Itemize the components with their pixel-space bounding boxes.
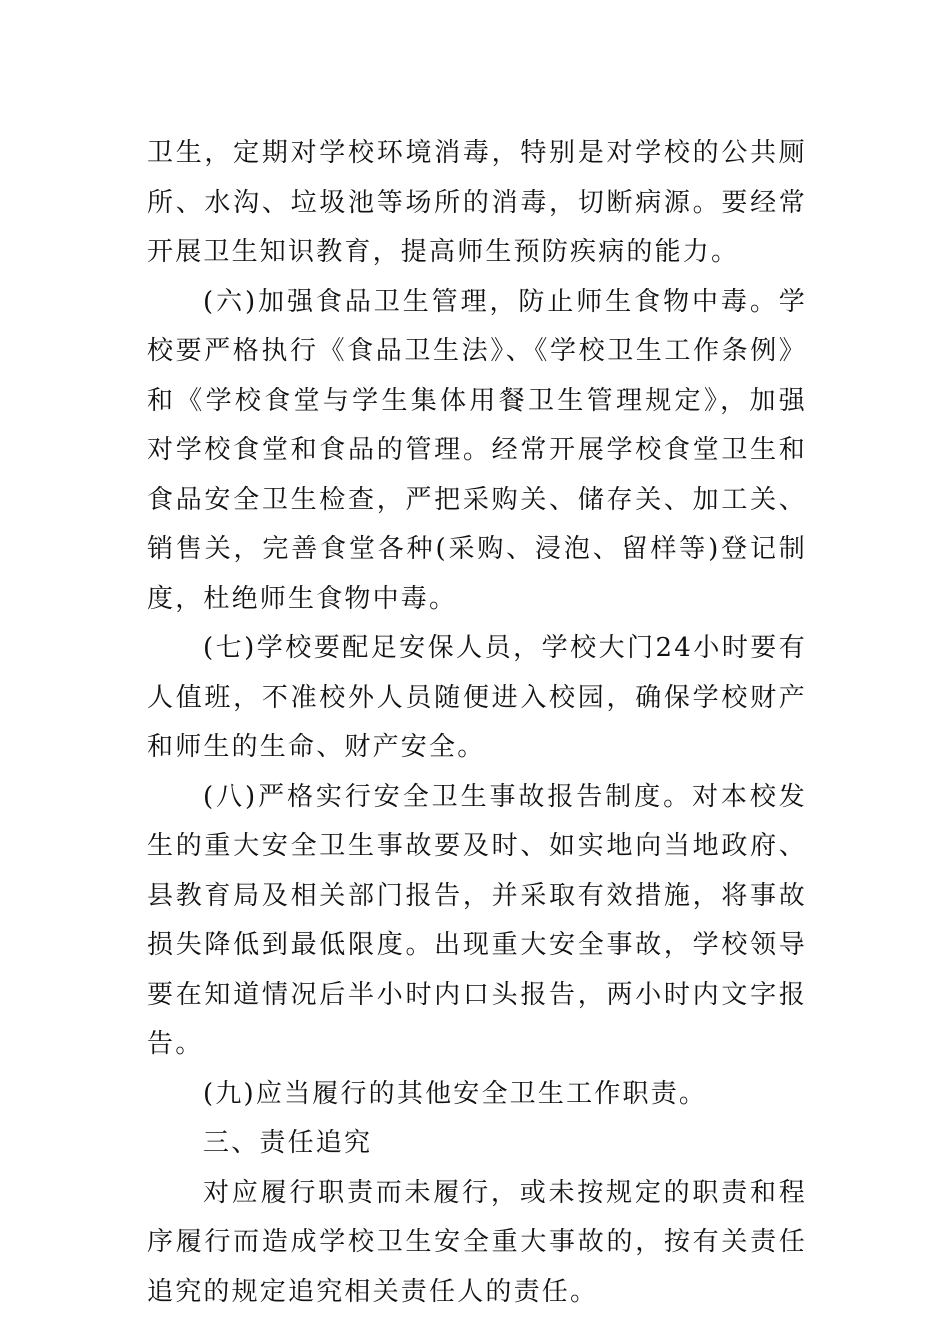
paragraph-accountability: 对应履行职责而未履行，或未按规定的职责和程序履行而造成学校卫生安全重大事故的，按有关责任追究的规定追究相关责任人的责任。 [147, 1177, 807, 1307]
document-body [147, 129, 807, 1317]
paragraph-other-duties: (九)应当履行的其他安全卫生工作职责。 [203, 1078, 708, 1109]
paragraph-food-hygiene: (六)加强食品卫生管理，防止师生食物中毒。学校要严格执行《食品卫生法》、《学校卫生工作条例》和《学校食堂与学生集体用餐卫生管理规定》，加强对学校食堂和食品的管理。经常开展学校食堂卫生和食品安全卫生检查，严把采购关、储存关、加工关、销售关，完善食堂各种(采购、浸泡、留样等)登记制度，杜绝师生食物中毒。 [147, 286, 807, 614]
paragraph-incident-reporting: (八)严格实行安全卫生事故报告制度。对本校发生的重大安全卫生事故要及时、如实地向当地政府、县教育局及相关部门报告，并采取有效措施，将事故损失降低到最低限度。出现重大安全事故，学校领导要在知道情况后半小时内口头报告，两小时内文字报告。 [147, 781, 807, 1059]
paragraph-hygiene-continuation: 卫生，定期对学校环境消毒，特别是对学校的公共厕所、水沟、垃圾池等场所的消毒，切断病源。要经常开展卫生知识教育，提高师生预防疾病的能力。 [147, 138, 807, 267]
section-heading-accountability: 三、责任追究 [203, 1128, 373, 1158]
paragraph-security-staff: (七)学校要配足安保人员，学校大门24小时要有人值班，不准校外人员随便进入校园，确保学校财产和师生的生命、财产安全。 [147, 633, 807, 762]
